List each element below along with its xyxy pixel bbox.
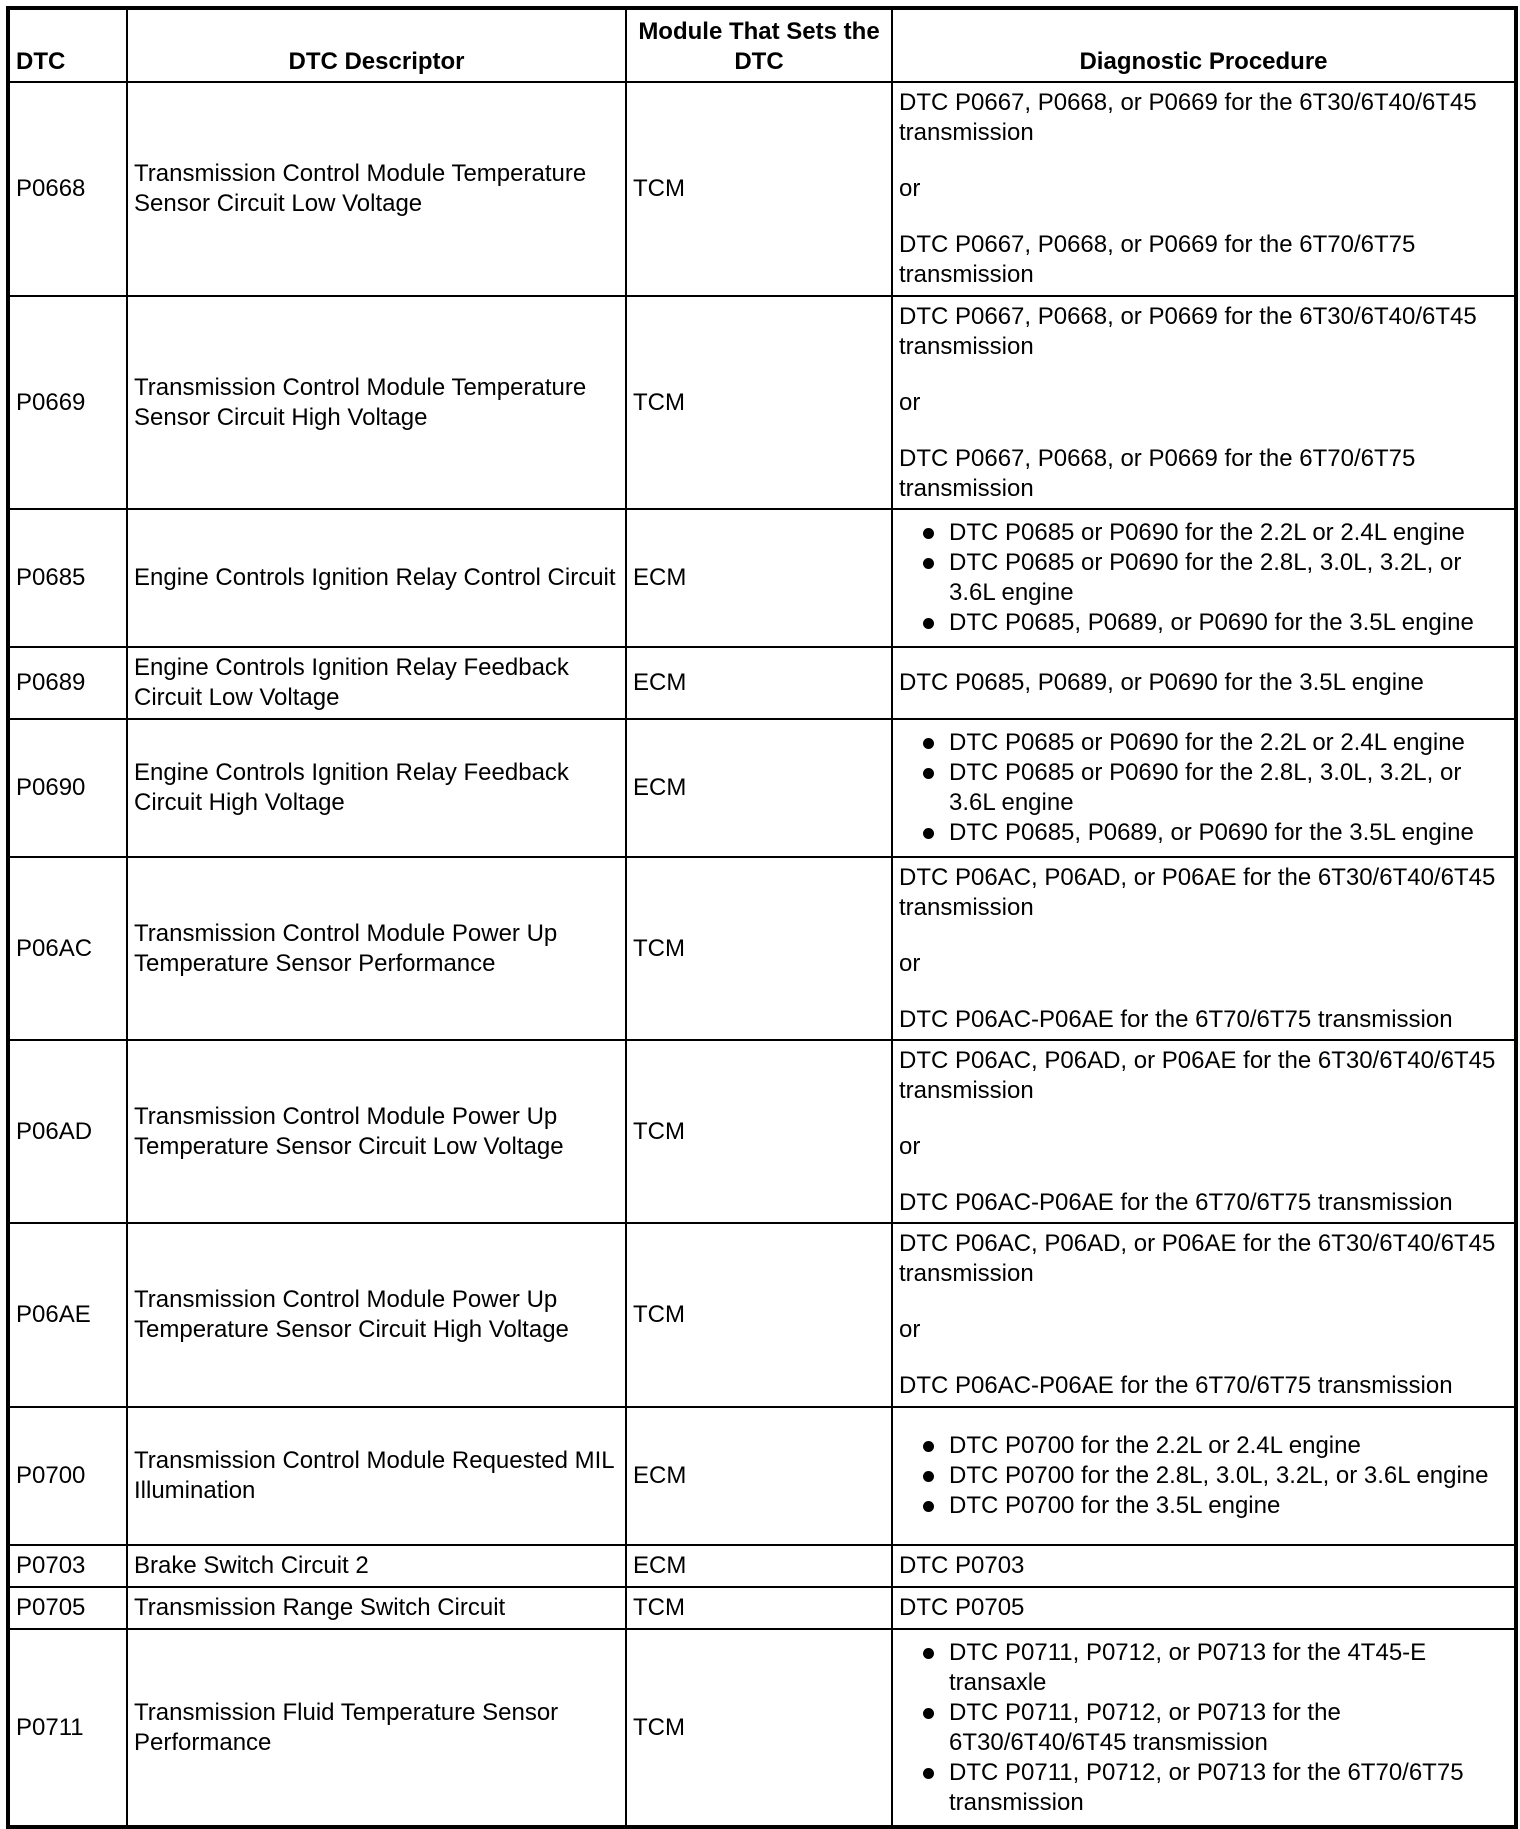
procedure-list-item[interactable]: DTC P0685, P0689, or P0690 for the 3.5L engine bbox=[899, 818, 1508, 848]
table-body bbox=[8, 82, 1516, 1827]
dtc-code: P06AD bbox=[8, 1040, 127, 1223]
module: TCM bbox=[626, 1223, 892, 1407]
procedure-link[interactable]: DTC P06AC, P06AD, or P06AE for the 6T30/6T40/6T45 transmission bbox=[899, 1230, 1496, 1287]
table-row bbox=[8, 647, 1516, 719]
module: TCM bbox=[626, 82, 892, 296]
procedure-link[interactable]: DTC P0667, P0668, or P0669 for the 6T30/6T40/6T45 transmission bbox=[899, 302, 1477, 360]
dtc-code: P0689 bbox=[8, 647, 127, 719]
or-separator: or bbox=[899, 175, 921, 202]
procedure-link[interactable]: DTC P06AC-P06AE for the 6T70/6T75 transmission bbox=[899, 1372, 1453, 1399]
module: TCM bbox=[626, 1587, 892, 1629]
dtc-descriptor: Engine Controls Ignition Relay Feedback Circuit High Voltage bbox=[127, 719, 626, 857]
procedure-list-item[interactable]: DTC P0700 for the 2.8L, 3.0L, 3.2L, or 3.6L engine bbox=[899, 1461, 1508, 1491]
dtc-descriptor: Transmission Control Module Temperature Sensor Circuit High Voltage bbox=[127, 296, 626, 509]
dtc-descriptor: Brake Switch Circuit 2 bbox=[127, 1545, 626, 1587]
table-row bbox=[8, 296, 1516, 509]
table-row bbox=[8, 1587, 1516, 1629]
procedure-link[interactable]: DTC P06AC, P06AD, or P06AE for the 6T30/6T40/6T45 transmission bbox=[899, 1046, 1496, 1104]
module: ECM bbox=[626, 509, 892, 647]
procedure-link[interactable]: DTC P0667, P0668, or P0669 for the 6T30/6T40/6T45 transmission bbox=[899, 89, 1477, 146]
diagnostic-procedure bbox=[892, 296, 1516, 509]
procedure-list-item[interactable]: DTC P0685 or P0690 for the 2.8L, 3.0L, 3.2L, or 3.6L engine bbox=[899, 548, 1508, 608]
table-row bbox=[8, 857, 1516, 1040]
procedure-list-item[interactable]: DTC P0685 or P0690 for the 2.2L or 2.4L engine bbox=[899, 518, 1508, 548]
procedure-list bbox=[899, 1431, 1508, 1521]
procedure-list-item[interactable]: DTC P0700 for the 3.5L engine bbox=[899, 1491, 1508, 1521]
diagnostic-procedure bbox=[892, 647, 1516, 719]
header-module: Module That Sets the DTC bbox=[626, 8, 892, 82]
header-row bbox=[8, 8, 1516, 82]
diagnostic-procedure bbox=[892, 509, 1516, 647]
paragraph-gap bbox=[899, 418, 1508, 444]
procedure-link[interactable]: DTC P06AC, P06AD, or P06AE for the 6T30/6T40/6T45 transmission bbox=[899, 863, 1496, 921]
procedure-link[interactable]: DTC P0703 bbox=[899, 1552, 1025, 1579]
paragraph-gap bbox=[899, 204, 1508, 230]
procedure-list bbox=[899, 1638, 1508, 1818]
module: ECM bbox=[626, 719, 892, 857]
dtc-code: P06AE bbox=[8, 1223, 127, 1407]
procedure-link[interactable]: DTC P06AC-P06AE for the 6T70/6T75 transmission bbox=[899, 1005, 1453, 1033]
procedure-link[interactable]: DTC P0705 bbox=[899, 1594, 1025, 1621]
dtc-code: P0690 bbox=[8, 719, 127, 857]
paragraph-gap bbox=[899, 362, 1508, 388]
dtc-code: P0668 bbox=[8, 82, 127, 296]
module: ECM bbox=[626, 1407, 892, 1545]
dtc-descriptor: Transmission Control Module Requested MIL Illumination bbox=[127, 1407, 626, 1545]
dtc-descriptor: Transmission Control Module Power Up Temperature Sensor Circuit High Voltage bbox=[127, 1223, 626, 1407]
table-row bbox=[8, 509, 1516, 647]
module: TCM bbox=[626, 1040, 892, 1223]
diagnostic-procedure bbox=[892, 857, 1516, 1040]
paragraph-gap bbox=[899, 1289, 1508, 1315]
diagnostic-procedure bbox=[892, 82, 1516, 296]
dtc-descriptor: Engine Controls Ignition Relay Feedback Circuit Low Voltage bbox=[127, 647, 626, 719]
diagnostic-procedure bbox=[892, 1040, 1516, 1223]
paragraph-gap bbox=[899, 1345, 1508, 1371]
dtc-descriptor: Transmission Fluid Temperature Sensor Performance bbox=[127, 1629, 626, 1827]
procedure-list-item[interactable]: DTC P0711, P0712, or P0713 for the 6T30/6T40/6T45 transmission bbox=[899, 1698, 1508, 1758]
table-row bbox=[8, 1407, 1516, 1545]
dtc-descriptor: Transmission Control Module Temperature Sensor Circuit Low Voltage bbox=[127, 82, 626, 296]
dtc-code: P0703 bbox=[8, 1545, 127, 1587]
procedure-list-item[interactable]: DTC P0711, P0712, or P0713 for the 6T70/6T75 transmission bbox=[899, 1758, 1508, 1818]
dtc-code: P0711 bbox=[8, 1629, 127, 1827]
table-row bbox=[8, 82, 1516, 296]
module: ECM bbox=[626, 647, 892, 719]
paragraph-gap bbox=[899, 979, 1508, 1005]
procedure-link[interactable]: DTC P0685, P0689, or P0690 for the 3.5L engine bbox=[899, 669, 1424, 696]
table-row bbox=[8, 1545, 1516, 1587]
dtc-descriptor: Transmission Range Switch Circuit bbox=[127, 1587, 626, 1629]
or-separator: or bbox=[899, 388, 921, 416]
dtc-code: P0685 bbox=[8, 509, 127, 647]
dtc-descriptor: Transmission Control Module Power Up Temperature Sensor Performance bbox=[127, 857, 626, 1040]
diagnostic-procedure bbox=[892, 719, 1516, 857]
paragraph-gap bbox=[899, 1106, 1508, 1132]
dtc-code: P0700 bbox=[8, 1407, 127, 1545]
procedure-list-item[interactable]: DTC P0700 for the 2.2L or 2.4L engine bbox=[899, 1431, 1508, 1461]
diagnostic-procedure bbox=[892, 1223, 1516, 1407]
table-row bbox=[8, 719, 1516, 857]
diagnostic-procedure bbox=[892, 1629, 1516, 1827]
dtc-descriptor: Transmission Control Module Power Up Temperature Sensor Circuit Low Voltage bbox=[127, 1040, 626, 1223]
procedure-list-item[interactable]: DTC P0685, P0689, or P0690 for the 3.5L engine bbox=[899, 608, 1508, 638]
procedure-list-item[interactable]: DTC P0711, P0712, or P0713 for the 4T45-E transaxle bbox=[899, 1638, 1508, 1698]
table-row bbox=[8, 1040, 1516, 1223]
header-procedure: Diagnostic Procedure bbox=[892, 8, 1516, 82]
dtc-code: P0669 bbox=[8, 296, 127, 509]
dtc-code: P06AC bbox=[8, 857, 127, 1040]
header-dtc: DTC bbox=[8, 8, 127, 82]
diagnostic-procedure bbox=[892, 1587, 1516, 1629]
header-descriptor: DTC Descriptor bbox=[127, 8, 626, 82]
procedure-link[interactable]: DTC P06AC-P06AE for the 6T70/6T75 transmission bbox=[899, 1188, 1453, 1216]
procedure-link[interactable]: DTC P0667, P0668, or P0669 for the 6T70/6T75 transmission bbox=[899, 444, 1416, 502]
procedure-list bbox=[899, 728, 1508, 848]
table-row bbox=[8, 1223, 1516, 1407]
procedure-list-item[interactable]: DTC P0685 or P0690 for the 2.8L, 3.0L, 3.2L, or 3.6L engine bbox=[899, 758, 1508, 818]
or-separator: or bbox=[899, 1316, 921, 1343]
diagnostic-procedure bbox=[892, 1407, 1516, 1545]
procedure-link[interactable]: DTC P0667, P0668, or P0669 for the 6T70/6T75 transmission bbox=[899, 231, 1416, 288]
module: TCM bbox=[626, 1629, 892, 1827]
paragraph-gap bbox=[899, 923, 1508, 949]
module: TCM bbox=[626, 857, 892, 1040]
paragraph-gap bbox=[899, 148, 1508, 174]
diagnostic-procedure bbox=[892, 1545, 1516, 1587]
dtc-descriptor: Engine Controls Ignition Relay Control Circuit bbox=[127, 509, 626, 647]
module: ECM bbox=[626, 1545, 892, 1587]
table-row bbox=[8, 1629, 1516, 1827]
dtc-code: P0705 bbox=[8, 1587, 127, 1629]
dtc-table bbox=[6, 6, 1518, 1829]
module: TCM bbox=[626, 296, 892, 509]
paragraph-gap bbox=[899, 1162, 1508, 1188]
procedure-list bbox=[899, 518, 1508, 638]
or-separator: or bbox=[899, 1132, 921, 1160]
or-separator: or bbox=[899, 949, 921, 977]
procedure-list-item[interactable]: DTC P0685 or P0690 for the 2.2L or 2.4L engine bbox=[899, 728, 1508, 758]
